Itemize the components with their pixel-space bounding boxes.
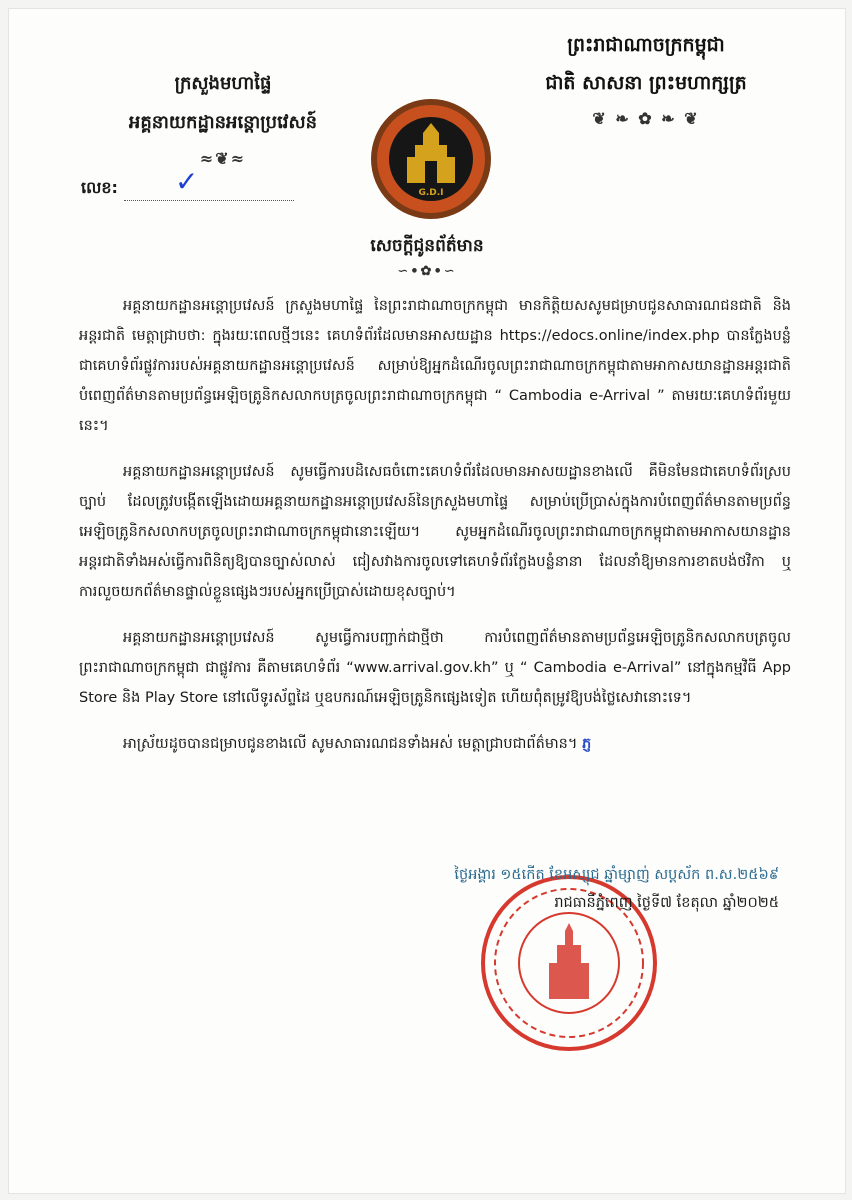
title-text: សេចក្តីជូនព័ត៌មាន bbox=[370, 236, 484, 256]
reference-label: លេខ: bbox=[81, 178, 118, 197]
department-name: អគ្គនាយកដ្ឋានអន្តោប្រវេសន៍ bbox=[128, 112, 318, 133]
document-title bbox=[9, 235, 845, 279]
ministry-name: ក្រសួងមហាផ្ទៃ bbox=[174, 73, 272, 94]
kingdom-name: ព្រះរាជាណាចក្រកម្ពុជា bbox=[567, 34, 725, 56]
logo-text: G.D.I bbox=[418, 188, 444, 198]
paragraph: អគ្គនាយកដ្ឋានអន្តោប្រវេសន៍ សូមធ្វើការបដិសេធចំពោះគេហទំព័រដែលមានអាសយដ្ឋានខាងលើ គឺមិនមែនជាគេហទំព័រស្របច្បាប់ ដែលត្រូវបង្កើតឡើងដោយអគ្គនាយកដ្ឋានអន្តោប្រវេសន៍នៃក្រសួងមហាផ្ទៃ សម្រាប់ប្រើប្រាស់ក្នុងការបំពេញព័ត៌មានតាមប្រព័ន្ធអេឡិចត្រូនិកសលាកបត្រចូលព្រះរាជាណាចក្រកម្ពុជានោះឡើយ។ សូមអ្នកដំណើរចូលព្រះរាជាណាចក្រកម្ពុជាតាមអាកាសយានដ្ឋានអន្តរជាតិទាំងអស់ធ្វើការពិនិត្យឱ្យបានច្បាស់លាស់ ជៀសវាងការចូលទៅគេហទំព័រក្លែងបន្លំនានា ដែលនាំឱ្យមានការខាតបង់ថវិកា ឬការលួចយកព័ត៌មានផ្ទាល់ខ្លួនផ្សេងៗរបស់អ្នកប្រើប្រាស់ដោយខុសច្បាប់។ bbox=[79, 464, 791, 600]
date-block bbox=[359, 861, 779, 917]
paragraph: អគ្គនាយកដ្ឋានអន្តោប្រវេសន៍ ក្រសួងមហាផ្ទៃ នៃព្រះរាជាណាចក្រកម្ពុជា មានកិត្តិយសសូមជម្រាបជូនសាធារណជនជាតិ និងអន្តរជាតិ មេត្តាជ្រាបថា: ក្នុងរយៈពេលថ្មីៗនេះ គេហទំព័រដែលមានអាសយដ្ឋាន https://edocs.online/index.php បានក្លែងបន្លំជាគេហទំព័រផ្លូវការរបស់អគ្គនាយកដ្ឋានអន្តោប្រវេសន៍ សម្រាប់ឱ្យអ្នកដំណើរចូលព្រះរាជាណាចក្រកម្ពុជាតាមអាកាសយានដ្ឋានអន្តរជាតិបំពេញព័ត៌មានតាមប្រព័ន្ធអេឡិចត្រូនិកសលាកបត្រចូលព្រះរាជាណាចក្រកម្ពុជា “ Cambodia e-Arrival ” តាមរយៈគេហទំព័រមួយនេះ។ bbox=[79, 298, 791, 434]
department-ornament-icon: ≈❦≈ bbox=[199, 149, 247, 168]
paragraph: អគ្គនាយកដ្ឋានអន្តោប្រវេសន៍ សូមធ្វើការបញ្ជាក់ជាថ្មីថា ការបំពេញព័ត៌មានតាមប្រព័ន្ធអេឡិចត្រូនិកសលាកបត្រចូលព្រះរាជាណាចក្រកម្ពុជា ជាផ្លូវការ គឺតាមគេហទំព័រ “www.arrival.gov.kh” ឬ “ Cambodia e-Arrival” នៅក្នុងកម្មវិធី App Store និង Play Store នៅលើទូរស័ព្ទដៃ ឬឧបករណ៍អេឡិចត្រូនិកផ្សេងទៀត ហើយពុំតម្រូវឱ្យបង់ថ្លៃសេវានោះទេ។ bbox=[79, 630, 791, 706]
kingdom-motto: ជាតិ សាសនា ព្រះមហាក្សត្រ bbox=[545, 72, 747, 94]
gdi-logo bbox=[369, 97, 493, 221]
paragraph bbox=[79, 729, 791, 759]
solar-date: រាជធានីភ្នំពេញ ថ្ងៃទី៧ ខែតុលា ឆ្នាំ២០២៥ bbox=[554, 895, 779, 911]
checkmark-icon: ✓ bbox=[175, 165, 199, 198]
notice-body bbox=[79, 291, 791, 775]
document-page bbox=[8, 8, 846, 1194]
closing-initial: ភ្ញ bbox=[582, 736, 592, 752]
ministry-heading bbox=[93, 71, 353, 180]
lunar-date: ថ្ងៃអង្គារ ១៥កើត ខែអស្សុជ ឆ្នាំម្សាញ់ សប្តស័ក ព.ស.២៥៦៩ bbox=[454, 867, 779, 883]
reference-blank bbox=[124, 186, 294, 201]
title-ornament-icon: ∽•✿•∽ bbox=[397, 264, 457, 279]
kingdom-heading bbox=[511, 33, 781, 138]
motto-ornament-icon: ❦ ❧ ✿ ❧ ❦ bbox=[592, 109, 700, 128]
closing-text: អាស្រ័យដូចបានជម្រាបជូនខាងលើ សូមសាធារណជនទាំងអស់ មេត្តាជ្រាបជាព័ត៌មាន។ bbox=[123, 736, 578, 752]
